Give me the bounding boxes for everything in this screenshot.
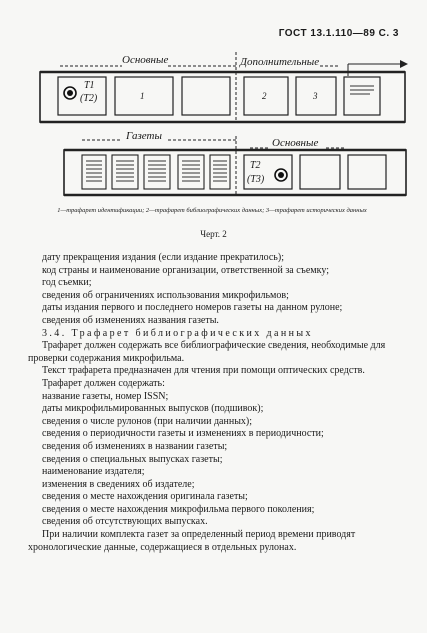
paragraph: Трафарет должен содержать все библиографические сведения, необходимые для проверки содержания микрофильма. (28, 340, 386, 364)
text-line: дату прекращения издания (если издание прекратилось); (42, 252, 284, 263)
text-line: год съемки; (42, 277, 92, 289)
paragraph: Текст трафарета предназначен для чтения при помощи оптических средств. (42, 365, 365, 377)
label-main-top: Основные (122, 54, 169, 66)
text-line: код страны и наименование организации, ответственной за съемку; (42, 264, 329, 276)
list-item: сведения о месте нахождения микрофильма первого поколения; (42, 503, 315, 515)
body-text (28, 252, 400, 554)
list-item: даты микрофильмированных выпусков (подшивок); (42, 403, 264, 415)
figure-number: Черт. 2 (200, 229, 227, 239)
list-item: сведения о числе рулонов (при наличии данных); (42, 415, 253, 427)
paragraph: Трафарет должен содержать: (42, 377, 165, 389)
paragraph: При наличии комплекта газет за определенный период времени приводят хронологические данные, содержащиеся в отдельных рулонах. (28, 529, 356, 553)
film-strip-bottom (64, 150, 406, 195)
text-line: сведения об изменениях названия газеты. (42, 314, 219, 326)
list-item: сведения о специальных выпусках газеты; (42, 453, 223, 465)
page-header: ГОСТ 13.1.110—89 С. 3 (278, 28, 399, 39)
frame-blank (182, 77, 230, 115)
list-item: сведения об отсутствующих выпусках. (42, 516, 208, 528)
list-item: наименование издателя; (42, 466, 145, 478)
frame-text (344, 77, 380, 115)
frame-bottom-t3-label: (Т3) (247, 174, 265, 185)
list-item: название газеты, номер ISSN; (42, 390, 169, 402)
list-item: сведения о месте нахождения оригинала газеты; (42, 491, 248, 503)
list-item: изменения в сведениях об издателе; (42, 478, 195, 490)
label-extra-top: Дополнительные (240, 56, 320, 68)
label-gazety: Газеты (126, 130, 162, 142)
list-item: сведения о периодичности газеты и изменениях в периодичности; (42, 428, 324, 440)
newspaper-frames (82, 155, 230, 189)
label-main-bottom: Основные (272, 137, 319, 149)
frame-1-label: 1 (140, 91, 145, 101)
text-line: сведения об ограничениях использования микрофильмов; (42, 289, 289, 301)
figure-caption: 1—трафарет идентификации; 2—трафарет библиографических данных; 3—трафарет исторических данных (57, 207, 367, 214)
frame-3-label: 3 (313, 91, 318, 101)
microfilm-diagram (0, 0, 427, 205)
list-item: сведения об изменениях в названии газеты; (42, 440, 228, 452)
text-line: даты издания первого и последнего номеров газеты на данном рулоне; (42, 302, 343, 314)
arrow-right-icon (400, 60, 408, 68)
frame-2-label: 2 (262, 91, 267, 101)
frame-t2-label: (Т2) (80, 93, 98, 104)
frame-bottom-t2-label: Т2 (250, 160, 261, 171)
frame-t1-label: Т1 (84, 80, 95, 91)
section-heading: 3.4. Трафарет библиографических данных (42, 327, 313, 339)
